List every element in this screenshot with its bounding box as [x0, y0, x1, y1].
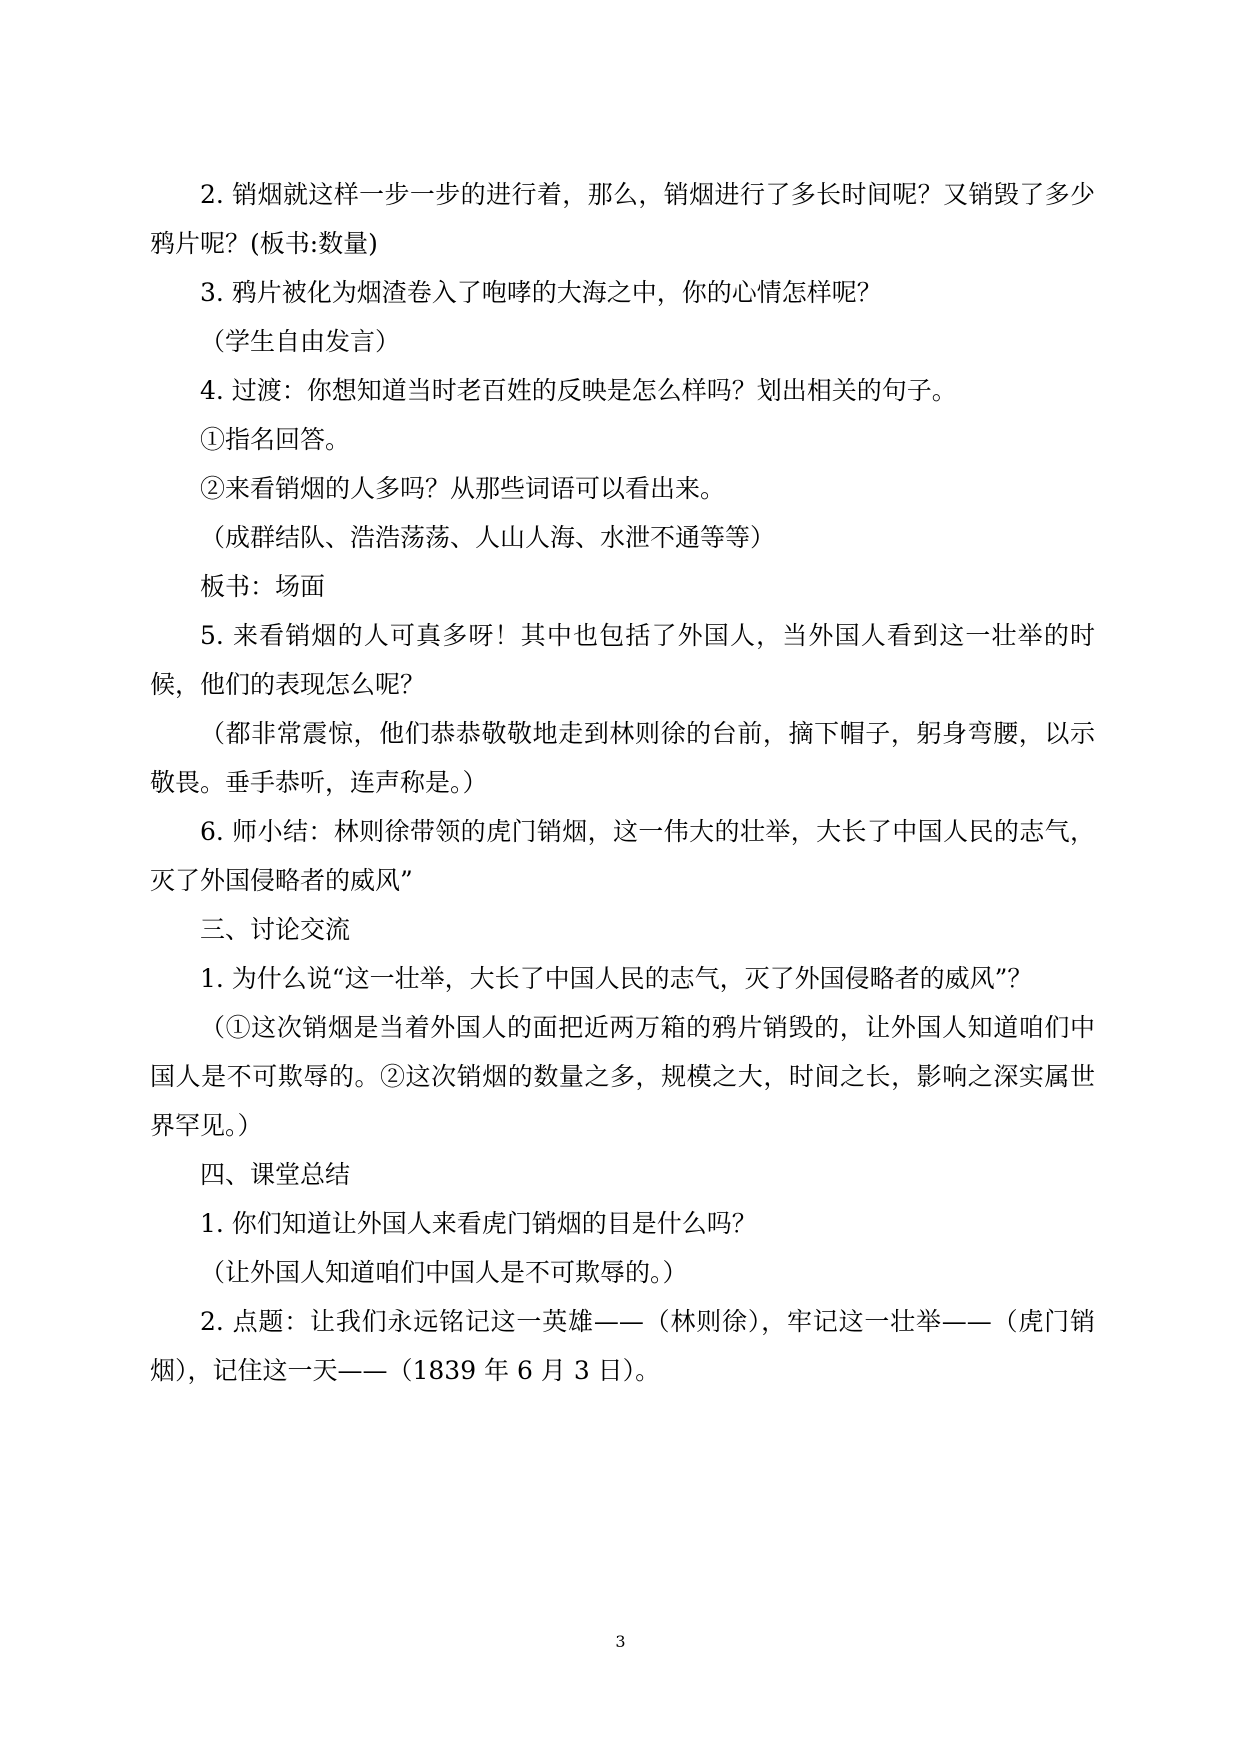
paragraph-purpose-question: 1. 你们知道让外国人来看虎门销烟的目是什么吗？: [200, 1209, 757, 1238]
paragraph-discussion-answer: （①这次销烟是当着外国人的面把近两万箱的鸦片销毁的，让外国人知道咱们中国人是不可欺辱的。②这次销烟的数量之多，规模之大，时间之长，影响之深实属世界罕见。）: [150, 1013, 1095, 1140]
paragraph-teacher-summary: 6. 师小结：林则徐带领的虎门销烟，这一伟大的壮举，大长了中国人民的志气，灭了外国侵略者的威风”: [150, 817, 1095, 895]
paragraph-answer-step-2: ②来看销烟的人多吗？从那些词语可以看出来。: [200, 474, 726, 503]
paragraph-foreigners-question: 5. 来看销烟的人可真多呀！其中也包括了外国人，当外国人看到这一壮举的时候，他们的表现怎么呢？: [150, 621, 1095, 699]
page-number: 3: [615, 1632, 626, 1651]
paragraph-answer-step-1: ①指名回答。: [200, 425, 351, 454]
paragraph-closing-theme: 2. 点题：让我们永远铭记这一英雄——（林则徐），牢记这一壮举——（虎门销烟），记住这一天——（1839 年 6 月 3 日）。: [150, 1307, 1095, 1385]
paragraph-student-response: （学生自由发言）: [200, 327, 401, 356]
section-heading-discussion: 三、讨论交流: [200, 915, 351, 944]
paragraph-board-scene: 板书：场面: [200, 572, 326, 601]
paragraph-quantity-question: 2. 销烟就这样一步一步的进行着，那么，销烟进行了多长时间呢？又销毁了多少鸦片呢？(板书:数量): [150, 180, 1095, 258]
paragraph-transition: 4. 过渡：你想知道当时老百姓的反映是怎么样吗？划出相关的句子。: [200, 376, 957, 405]
paragraph-crowd-words: （成群结队、浩浩荡荡、人山人海、水泄不通等等）: [200, 523, 776, 552]
document-body: [150, 170, 1095, 1395]
paragraph-feeling-question: 3. 鸦片被化为烟渣卷入了咆哮的大海之中，你的心情怎样呢？: [200, 278, 882, 307]
section-heading-summary: 四、课堂总结: [200, 1160, 351, 1189]
paragraph-foreigners-answer: （都非常震惊，他们恭恭敬敬地走到林则徐的台前，摘下帽子，躬身弯腰，以示敬畏。垂手恭听，连声称是。）: [150, 719, 1095, 797]
paragraph-discussion-question: 1. 为什么说“这一壮举，大长了中国人民的志气，灭了外国侵略者的威风”？: [200, 964, 1033, 993]
paragraph-purpose-answer: （让外国人知道咱们中国人是不可欺辱的。）: [200, 1258, 688, 1287]
